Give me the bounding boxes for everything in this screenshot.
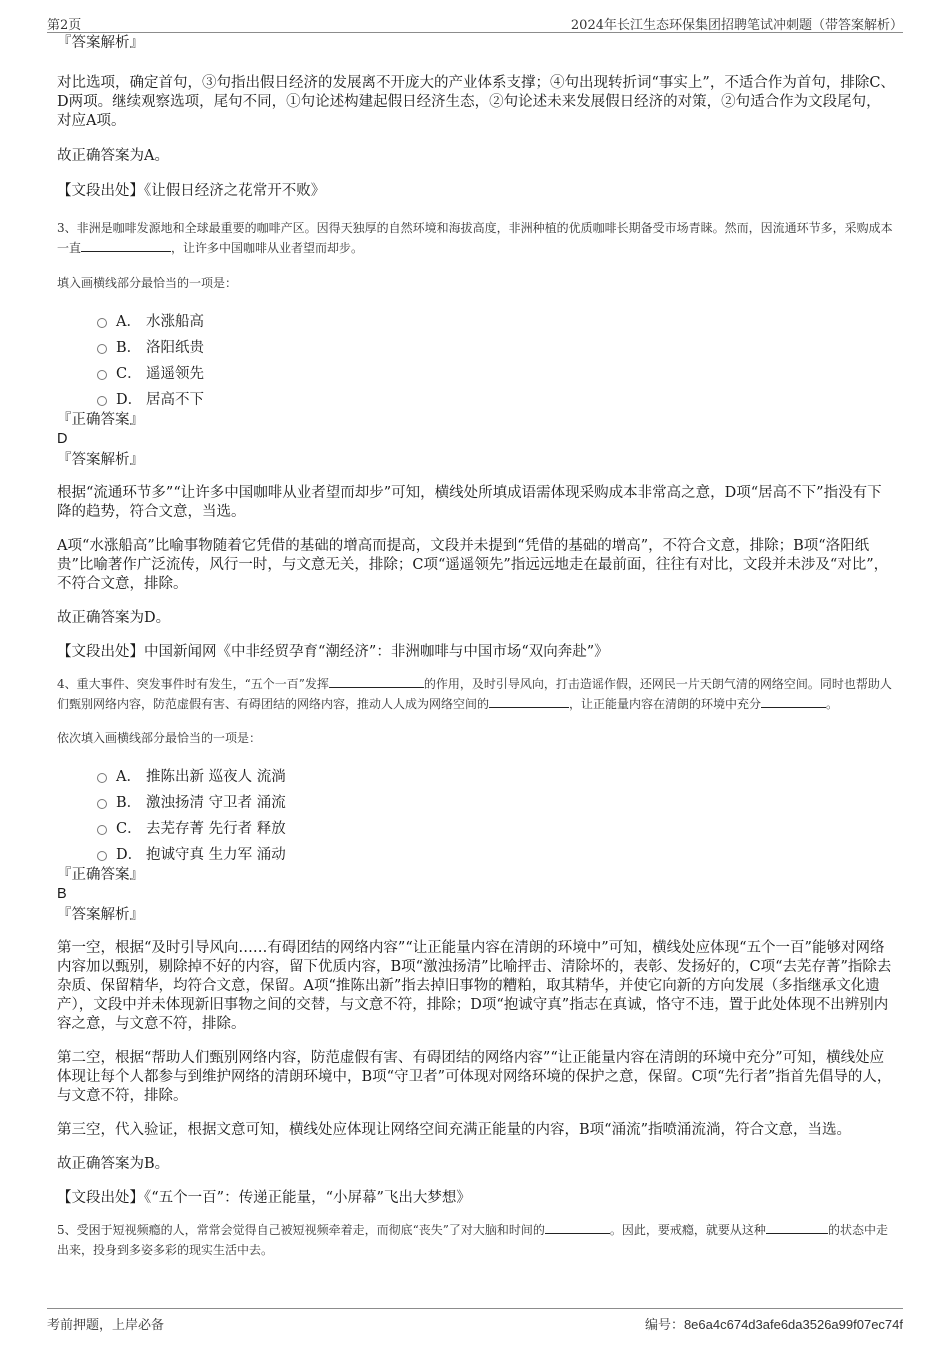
answer-blank <box>329 675 424 688</box>
q3-source: 【文段出处】中国新闻网《中非经贸孕育“潮经济”：非洲咖啡与中国市场“双向奔赴”》 <box>57 644 609 660</box>
answer-blank <box>761 695 826 708</box>
q2-analysis: 对比选项，确定首句，③句指出假日经济的发展离不开庞大的产业体系支撑；④句出现转折词“事实上”，不适合作为首句，排除C、D两项。继续观察选项，尾句不同，①句论述构建起假日经济生态，②句论述未来发展假日经济的对策，②句适合作为文段尾句，对应A项。 <box>57 75 895 129</box>
answer-blank <box>489 695 569 708</box>
radio-icon[interactable] <box>97 396 107 406</box>
q3-prompt: 填入画横线部分最恰当的一项是： <box>57 276 238 290</box>
radio-icon[interactable] <box>97 773 107 783</box>
answer-blank <box>545 1221 610 1234</box>
radio-icon[interactable] <box>97 370 107 380</box>
q3-option-a[interactable]: A． 水涨船高 <box>57 307 895 333</box>
q3-option-d[interactable]: D． 居高不下 <box>57 385 895 411</box>
q4-option-b[interactable]: B． 激浊扬清 守卫者 涌流 <box>57 788 895 814</box>
radio-icon[interactable] <box>97 851 107 861</box>
analysis-label: 『答案解析』 <box>57 35 144 51</box>
q4-prompt: 依次填入画横线部分最恰当的一项是： <box>57 731 262 745</box>
q3-option-c[interactable]: C． 遥遥领先 <box>57 359 895 385</box>
q3-conclusion: 故正确答案为D。 <box>57 610 171 626</box>
q2-conclusion: 故正确答案为A。 <box>57 148 169 164</box>
q3-answer: D <box>57 431 68 447</box>
q4-option-a[interactable]: A． 推陈出新 巡夜人 流淌 <box>57 762 895 788</box>
q5-stem: 5、受困于短视频瘾的人，常常会觉得自己被短视频牵着走，而彻底“丧失”了对大脑和时间的 。因此，要戒瘾，就要从这种 的状态中走出来，投身到多姿多彩的现实生活中去。 <box>57 1223 888 1257</box>
q4-option-d[interactable]: D． 抱诚守真 生力军 涌动 <box>57 840 895 866</box>
q4-conclusion: 故正确答案为B。 <box>57 1156 170 1172</box>
q4-analysis-3: 第三空，代入验证，根据文意可知，横线处应体现让网络空间充满正能量的内容，B项“涌流”指喷涌流淌，符合文意，当选。 <box>57 1122 851 1138</box>
footer-slogan: 考前押题，上岸必备 <box>47 1318 165 1333</box>
q3-option-b[interactable]: B． 洛阳纸贵 <box>57 333 895 359</box>
page-footer <box>47 1308 903 1331</box>
q3-options <box>57 307 895 411</box>
q3-analysis-2: A项“水涨船高”比喻事物随着它凭借的基础的增高而提高，文段并未提到“凭借的基础的增高”，不符合文意，排除；B项“洛阳纸贵”比喻著作广泛流传，风行一时，与文意无关，排除；C项“遥遥领先”指远远地走在最前面，往往有对比，文段并未涉及“对比”，不符合文意，排除。 <box>57 538 889 592</box>
q4-answer: B <box>57 886 67 902</box>
radio-icon[interactable] <box>97 318 107 328</box>
radio-icon[interactable] <box>97 825 107 835</box>
q4-source: 【文段出处】《“五个一百”：传递正能量，“小屏幕”飞出大梦想》 <box>57 1190 471 1206</box>
q2-source: 【文段出处】《让假日经济之花常开不败》 <box>57 183 326 199</box>
q4-options <box>57 762 895 866</box>
radio-icon[interactable] <box>97 799 107 809</box>
document-body <box>57 35 895 1260</box>
analysis-label: 『答案解析』 <box>57 907 144 923</box>
correct-answer-label: 『正确答案』 <box>57 412 144 428</box>
q3-analysis-1: 根据“流通环节多”“让许多中国咖啡从业者望而却步”可知，横线处所填成语需体现采购成本非常高之意，D项“居高不下”指没有下降的趋势，符合文意，当选。 <box>57 485 882 520</box>
correct-answer-label: 『正确答案』 <box>57 867 144 883</box>
q4-analysis-1: 第一空，根据“及时引导风向……有碍团结的网络内容”“让正能量内容在清朗的环境中”可知，横线处应体现“五个一百”能够对网络内容加以甄别，剔除掉不好的内容，留下优质内容，B项“激浊扬清”比喻抨击、清除坏的，表彰、发扬好的，C项“去芜存菁”指除去杂质、保留精华，均符合文意，保留。A项“推陈出新”指去掉旧事物的糟粕，取其精华，并使它向新的方向发展（多指继承文化遗产），文段中并未体现新旧事物之间的交替，与文意不符，排除；D项“抱诚守真”指志在真诚，恪守不违，置于此处体现不出辨别内容之意，与文意不符，排除。 <box>57 940 892 1032</box>
q4-stem: 4、重大事件、突发事件时有发生，“五个一百”发挥 的作用，及时引导风向，打击造谣作假，还网民一片天朗气清的网络空间。同时也帮助人们甄别网络内容，防范虚假有害、有碍团结的网络内容，推动人人成为网络空间的 ，让正能量内容在清朗的环境中充分 。 <box>57 677 892 711</box>
q3-stem: 3、非洲是咖啡发源地和全球最重要的咖啡产区。因得天独厚的自然环境和海拔高度，非洲种植的优质咖啡长期备受市场青睐。然而，因流通环节多，采购成本一直 ，让许多中国咖啡从业者望而却步。 <box>57 221 893 255</box>
q4-analysis-2: 第二空，根据“帮助人们甄别网络内容，防范虚假有害、有碍团结的网络内容”“让正能量内容在清朗的环境中充分”可知，横线处应体现让每个人都参与到维护网络的清朗环境中，B项“守卫者”可体现对网络环境的保护之意，保留。C项“先行者”指首先倡导的人，与文意不符，排除。 <box>57 1050 892 1104</box>
analysis-label: 『答案解析』 <box>57 452 144 468</box>
page-number: 第2页 <box>47 18 82 33</box>
document-title: 2024年长江生态环保集团招聘笔试冲刺题（带答案解析） <box>570 18 903 33</box>
radio-icon[interactable] <box>97 344 107 354</box>
page-header <box>47 12 903 33</box>
document-code: 编号：8e6a4c674d3afe6da3526a99f07ec74f <box>644 1317 903 1332</box>
answer-blank <box>766 1221 828 1234</box>
answer-blank <box>81 239 171 252</box>
q4-option-c[interactable]: C． 去芜存菁 先行者 释放 <box>57 814 895 840</box>
